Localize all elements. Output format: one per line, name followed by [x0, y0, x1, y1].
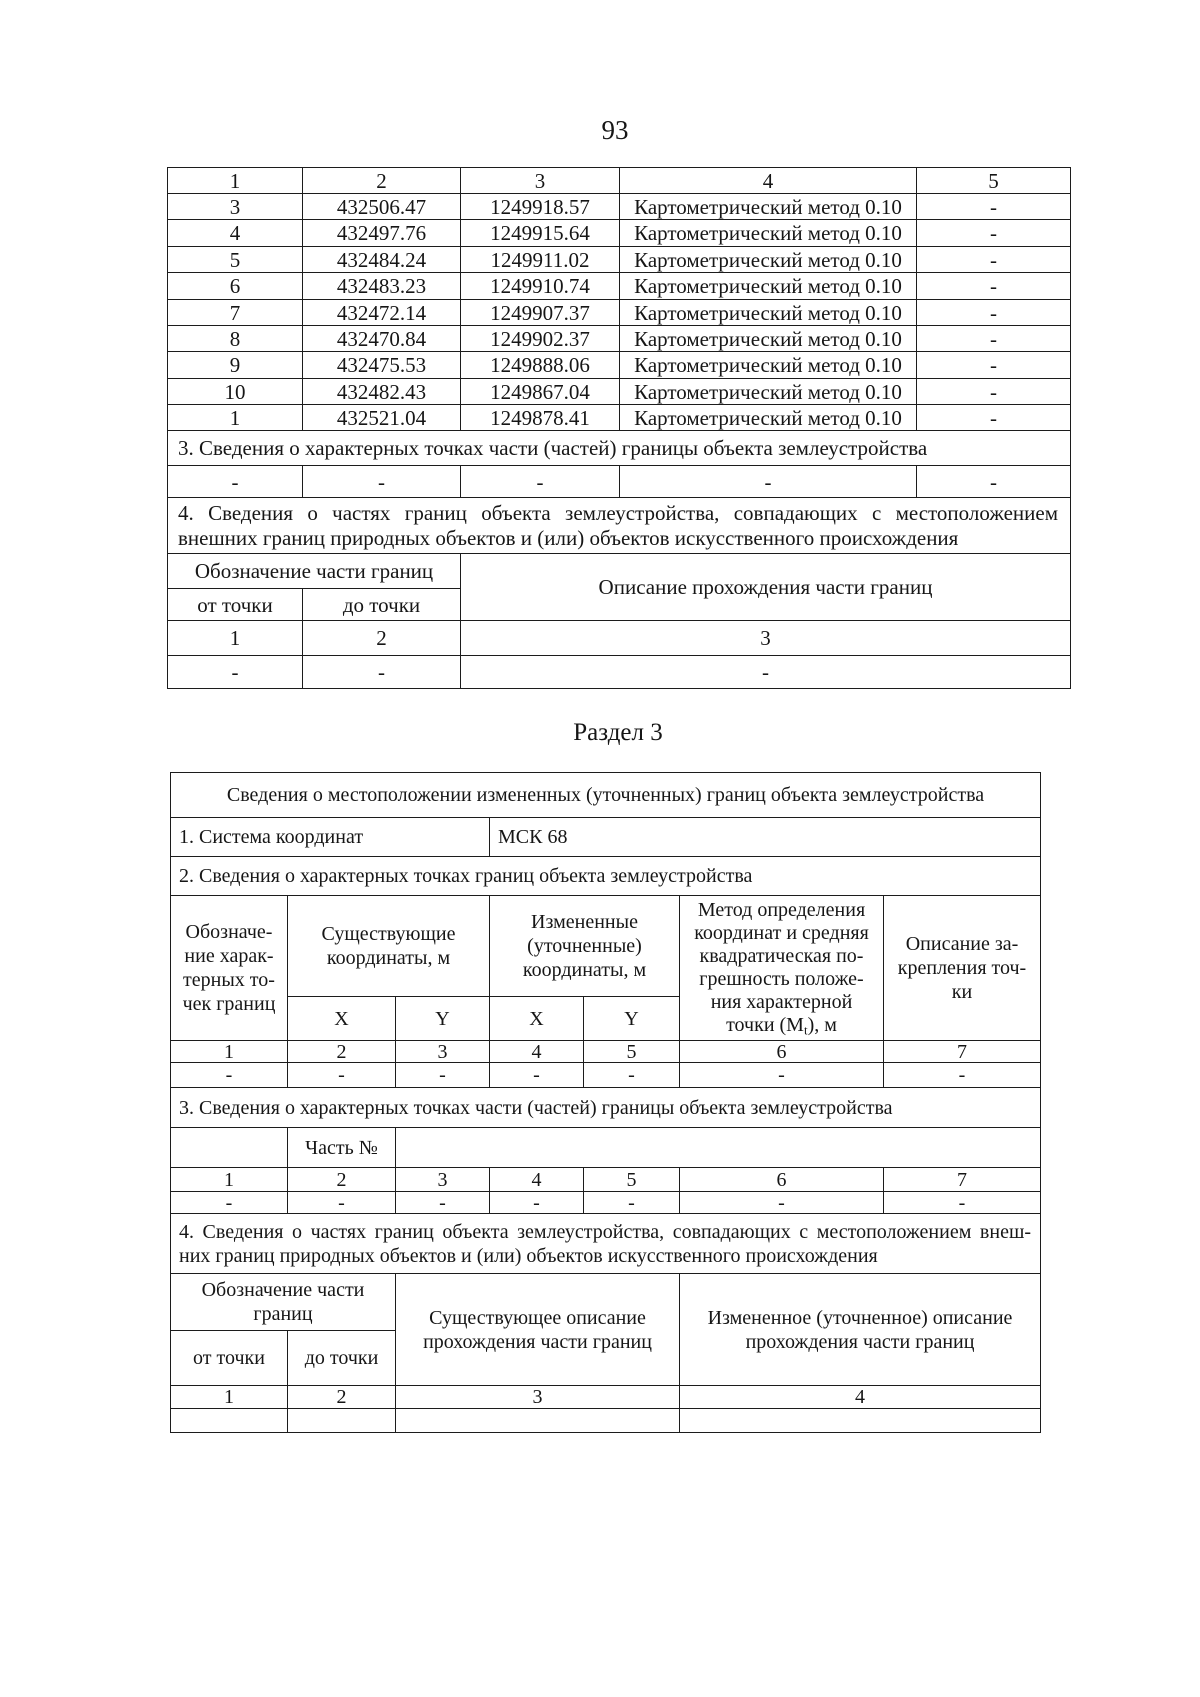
empty-dash: -	[171, 1063, 288, 1088]
column-number: 4	[620, 168, 917, 194]
section2-header-row	[171, 896, 1041, 997]
empty-dash: -	[461, 656, 1071, 689]
fixing-description: -	[917, 273, 1071, 300]
designation-header	[171, 1274, 396, 1331]
column-number: 3	[396, 1168, 490, 1192]
empty-cell	[396, 1409, 680, 1433]
table2-title-row	[171, 773, 1041, 818]
header-line: грешность положе-	[699, 968, 864, 990]
coordinate-x: 432506.47	[303, 194, 461, 220]
method-header	[680, 896, 884, 1041]
column-number: 1	[171, 1386, 288, 1409]
column-number: 7	[884, 1041, 1041, 1063]
coordinate-y: 1249907.37	[461, 300, 620, 326]
column-number: 2	[303, 621, 461, 656]
part-empty-cell	[171, 1128, 288, 1168]
section4-header-row	[168, 554, 1071, 589]
fixing-description: -	[917, 220, 1071, 247]
method-value: Картометрический метод 0.10	[620, 405, 917, 431]
point-number: 7	[168, 300, 303, 326]
table-row	[168, 194, 1071, 220]
column-number: 5	[584, 1041, 680, 1063]
existing-description-header	[396, 1274, 680, 1386]
fixing-description: -	[917, 194, 1071, 220]
section4-title-line: 4. Сведения о частях границ объекта землеустройства, совпадающих с местоположением внеш-	[179, 1220, 1032, 1243]
coordinate-y: 1249888.06	[461, 352, 620, 379]
table2-title: Сведения о местоположении измененных (уточненных) границ объекта землеустройства	[171, 773, 1041, 818]
method-value: Картометрический метод 0.10	[620, 379, 917, 405]
from-point-header: от точки	[171, 1331, 288, 1386]
empty-dash: -	[396, 1192, 490, 1214]
coord-system-value: МСК 68	[490, 818, 1041, 857]
header-line: ки	[951, 981, 973, 1003]
table-row	[168, 300, 1071, 326]
existing-y-header: Y	[396, 997, 490, 1041]
column-number: 3	[396, 1041, 490, 1063]
header-line: ния характерной	[710, 991, 853, 1013]
header-line: Измененное (уточненное) описание	[707, 1306, 1013, 1329]
table2-changed-boundaries	[170, 772, 1041, 1433]
column-number: 2	[303, 168, 461, 194]
empty-dash: -	[461, 466, 620, 498]
header-line: Метод определения	[697, 899, 866, 921]
method-value: Картометрический метод 0.10	[620, 247, 917, 273]
point-number: 3	[168, 194, 303, 220]
header-text: ), м	[807, 1014, 837, 1036]
column-number: 3	[461, 621, 1071, 656]
section4-title-line: них границ природных объектов и (или) объектов искусственного происхождения	[179, 1244, 878, 1267]
column-number: 3	[461, 168, 620, 194]
section4-row	[168, 656, 1071, 689]
page-number: 93	[601, 115, 629, 145]
coordinate-x: 432483.23	[303, 273, 461, 300]
column-number: 6	[680, 1041, 884, 1063]
subscript-t: t	[803, 1022, 808, 1038]
header-line: прохождения части границ	[423, 1330, 652, 1353]
coordinate-x: 432521.04	[303, 405, 461, 431]
header-line: прохождения части границ	[745, 1330, 975, 1353]
header-line: Существующие	[321, 923, 456, 945]
section2-title: 2. Сведения о характерных точках границ объекта землеустройства	[171, 857, 1041, 896]
empty-dash: -	[396, 1063, 490, 1088]
header-line: ние харак-	[184, 945, 274, 967]
empty-dash: -	[680, 1063, 884, 1088]
empty-dash: -	[171, 1192, 288, 1214]
existing-x-header: X	[288, 997, 396, 1041]
column-number: 4	[490, 1168, 584, 1192]
point-number: 6	[168, 273, 303, 300]
empty-dash: -	[490, 1192, 584, 1214]
coordinate-x: 432497.76	[303, 220, 461, 247]
section4-title-line: 4. Сведения о частях границ объекта землеустройства, совпадающих с местоположением	[178, 500, 1058, 525]
point-number: 8	[168, 326, 303, 352]
header-line: границ	[253, 1303, 313, 1325]
point-number: 4	[168, 220, 303, 247]
part-label: Часть №	[288, 1128, 396, 1168]
coordinate-y: 1249878.41	[461, 405, 620, 431]
column-number: 3	[396, 1386, 680, 1409]
section4-empty-row	[171, 1409, 1041, 1433]
section2-row	[171, 1063, 1041, 1088]
coordinate-y: 1249915.64	[461, 220, 620, 247]
existing-coordinates-header	[288, 896, 490, 997]
coord-system-label: 1. Система координат	[171, 818, 490, 857]
coordinate-y: 1249911.02	[461, 247, 620, 273]
header-line: координаты, м	[326, 947, 451, 969]
table-row	[168, 247, 1071, 273]
section2-title-row	[171, 857, 1041, 896]
header-line: терных то-	[183, 969, 275, 991]
designation-header: Обозначение части границ	[168, 554, 461, 589]
column-number: 2	[288, 1041, 396, 1063]
header-line: Измененные	[531, 911, 638, 933]
column-number: 5	[584, 1168, 680, 1192]
fixing-description: -	[917, 379, 1071, 405]
header-line: крепления точ-	[897, 957, 1027, 979]
coordinate-y: 1249910.74	[461, 273, 620, 300]
empty-dash: -	[490, 1063, 584, 1088]
header-line: Описание за-	[905, 933, 1019, 955]
coordinate-y: 1249902.37	[461, 326, 620, 352]
fixing-header	[884, 896, 1041, 1041]
header-text: точки (M	[726, 1014, 804, 1036]
section2-column-numbers-row	[171, 1041, 1041, 1063]
empty-dash: -	[303, 466, 461, 498]
table-row	[168, 326, 1071, 352]
column-number: 6	[680, 1168, 884, 1192]
empty-dash: -	[884, 1192, 1041, 1214]
section4-title-row	[171, 1214, 1041, 1274]
header-line	[685, 1014, 878, 1037]
section4-column-numbers-row	[171, 1386, 1041, 1409]
empty-cell	[171, 1409, 288, 1433]
table1-boundary-points	[167, 167, 1071, 689]
designation-header	[171, 896, 288, 1041]
table-row	[168, 273, 1071, 300]
fixing-description: -	[917, 300, 1071, 326]
point-number: 5	[168, 247, 303, 273]
section4-title-row	[168, 498, 1071, 554]
description-header: Описание прохождения части границ	[461, 554, 1071, 621]
coordinate-x: 432475.53	[303, 352, 461, 379]
column-number: 1	[168, 168, 303, 194]
empty-dash: -	[584, 1063, 680, 1088]
fixing-description: -	[917, 247, 1071, 273]
fixing-description: -	[917, 352, 1071, 379]
to-point-header: до точки	[303, 589, 461, 621]
part-number-row	[171, 1128, 1041, 1168]
coordinate-y: 1249867.04	[461, 379, 620, 405]
section4-title	[171, 1214, 1041, 1274]
method-value: Картометрический метод 0.10	[620, 220, 917, 247]
coordinate-x: 432470.84	[303, 326, 461, 352]
column-number: 1	[168, 621, 303, 656]
method-value: Картометрический метод 0.10	[620, 273, 917, 300]
table-row	[168, 220, 1071, 247]
section3-title-row	[171, 1088, 1041, 1128]
section-heading: Раздел 3	[573, 719, 663, 746]
empty-dash: -	[168, 466, 303, 498]
header-line: Обозначе-	[185, 921, 273, 943]
coordinate-x: 432472.14	[303, 300, 461, 326]
fixing-description: -	[917, 326, 1071, 352]
header-line: координаты, м	[522, 959, 647, 981]
point-number: 9	[168, 352, 303, 379]
table-row	[168, 405, 1071, 431]
method-value: Картометрический метод 0.10	[620, 300, 917, 326]
section3-title: 3. Сведения о характерных точках части (частей) границы объекта землеустройства	[168, 431, 1071, 466]
method-value: Картометрический метод 0.10	[620, 352, 917, 379]
column-number: 2	[288, 1168, 396, 1192]
empty-dash: -	[680, 1192, 884, 1214]
coordinate-x: 432482.43	[303, 379, 461, 405]
column-number: 4	[680, 1386, 1041, 1409]
from-point-header: от точки	[168, 589, 303, 621]
column-number: 4	[490, 1041, 584, 1063]
section4-column-numbers-row	[168, 621, 1071, 656]
empty-dash: -	[884, 1063, 1041, 1088]
header-line: координат и средняя	[694, 922, 869, 944]
empty-dash: -	[288, 1192, 396, 1214]
column-number: 1	[171, 1168, 288, 1192]
empty-dash: -	[288, 1063, 396, 1088]
section3-row	[171, 1192, 1041, 1214]
header-line: Существующее описание	[429, 1306, 646, 1329]
section3-title: 3. Сведения о характерных точках части (частей) границы объекта землеустройства	[171, 1088, 1041, 1128]
header-line: чек границ	[182, 993, 276, 1015]
section3-title-row	[168, 431, 1071, 466]
section4-title-line: внешних границ природных объектов и (или) объектов искусственного происхождения	[178, 525, 959, 550]
section3-column-numbers-row	[171, 1168, 1041, 1192]
empty-cell	[680, 1409, 1041, 1433]
empty-dash: -	[584, 1192, 680, 1214]
column-number: 1	[171, 1041, 288, 1063]
section4-title	[168, 498, 1071, 554]
empty-dash: -	[917, 466, 1071, 498]
table-row	[168, 352, 1071, 379]
header-line: Обозначение части	[201, 1279, 365, 1301]
column-number: 2	[288, 1386, 396, 1409]
to-point-header: до точки	[288, 1331, 396, 1386]
empty-cell	[288, 1409, 396, 1433]
table-row	[168, 379, 1071, 405]
point-number: 10	[168, 379, 303, 405]
coordinate-y: 1249918.57	[461, 194, 620, 220]
empty-dash: -	[168, 656, 303, 689]
empty-dash: -	[303, 656, 461, 689]
table1-column-numbers-row	[168, 168, 1071, 194]
coord-system-row	[171, 818, 1041, 857]
section3-row	[168, 466, 1071, 498]
header-line: квадратическая по-	[699, 945, 864, 967]
method-value: Картометрический метод 0.10	[620, 326, 917, 352]
empty-dash: -	[620, 466, 917, 498]
changed-description-header	[680, 1274, 1041, 1386]
section4-header-row	[171, 1274, 1041, 1331]
changed-y-header: Y	[584, 997, 680, 1041]
header-line: (уточненные)	[527, 935, 642, 957]
coordinate-x: 432484.24	[303, 247, 461, 273]
changed-x-header: X	[490, 997, 584, 1041]
changed-coordinates-header	[490, 896, 680, 997]
column-number: 5	[917, 168, 1071, 194]
method-value: Картометрический метод 0.10	[620, 194, 917, 220]
part-number-value	[396, 1128, 1041, 1168]
point-number: 1	[168, 405, 303, 431]
fixing-description: -	[917, 405, 1071, 431]
column-number: 7	[884, 1168, 1041, 1192]
